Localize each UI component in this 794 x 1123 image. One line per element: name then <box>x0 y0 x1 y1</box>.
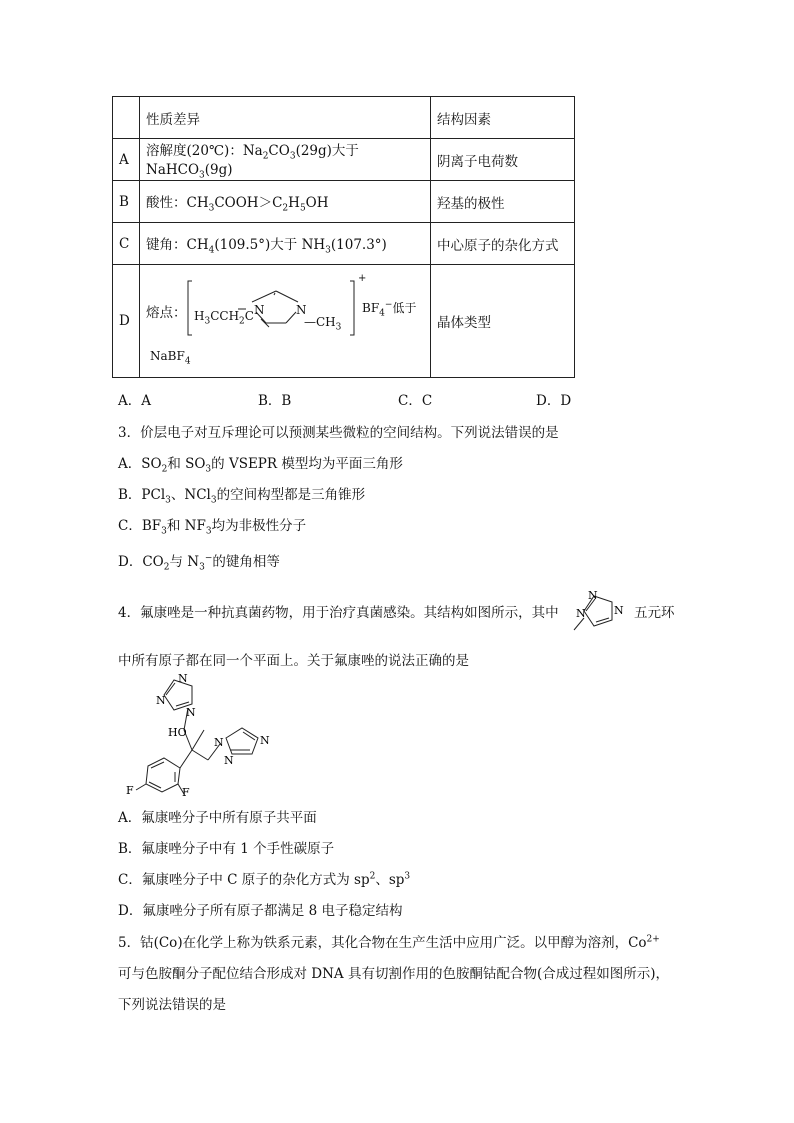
text: C．氟康唑分子中 C 原子的杂化方式为 sp <box>118 872 370 888</box>
text: COOH＞C <box>214 194 283 211</box>
subscript: 2 <box>163 562 170 573</box>
q3-option-b <box>118 483 365 506</box>
ring-n-label-2: N <box>576 607 586 620</box>
text: 与 N <box>169 554 200 570</box>
subscript: 3 <box>289 151 296 162</box>
text: —CH <box>304 315 336 330</box>
text: C <box>210 309 220 324</box>
subscript: 5 <box>299 203 306 214</box>
table-header-row <box>113 97 575 139</box>
table-row-d <box>113 265 575 378</box>
hydroxyl-label: HO <box>168 726 187 739</box>
property-cell <box>140 265 431 378</box>
subscript: 4 <box>184 356 191 367</box>
anion-bf4 <box>362 299 416 318</box>
text: D．CO <box>118 554 164 570</box>
table-row-c <box>113 223 575 265</box>
text: 低于 <box>392 301 417 316</box>
text: A．SO <box>118 456 162 472</box>
text: (29g)大于 NaHCO <box>146 143 359 178</box>
text: 和 NF <box>166 518 206 534</box>
atom-n-5: N <box>224 754 234 767</box>
nabf4-formula <box>150 349 191 366</box>
comparison-table <box>112 96 575 378</box>
text: C <box>244 309 254 324</box>
q5-line-3: 下列说法错误的是 <box>118 997 226 1013</box>
property-cell <box>140 181 431 223</box>
text: CH <box>219 309 240 324</box>
subscript: 2 <box>239 316 245 327</box>
property-cell <box>140 223 431 265</box>
text: H <box>288 194 300 211</box>
text: 和 SO <box>167 456 206 472</box>
q4-stem-part2: 五元环 <box>634 605 675 621</box>
text: H <box>194 309 205 324</box>
factor-cell: 晶体类型 <box>431 265 575 378</box>
text: 、sp <box>375 872 405 888</box>
q4-stem-part1: 4．氟康唑是一种抗真菌药物，用于治疗真菌感染。其结构如图所示，其中 <box>118 605 559 621</box>
row-label: D <box>113 265 140 378</box>
nitrogen-atom-1: N <box>254 303 265 318</box>
subscript: 3 <box>199 562 205 573</box>
text: 的 VSEPR 模型均为平面三角形 <box>211 456 403 472</box>
ionic-liquid-formula <box>146 271 424 371</box>
ring-n-label-1: N <box>588 589 598 602</box>
row-label: A <box>113 139 140 181</box>
text: 的空间构型都是三角锥形 <box>216 487 366 503</box>
text: 的键角相等 <box>212 554 280 570</box>
table-row-a <box>113 139 575 181</box>
choice-d: D．D <box>536 393 572 409</box>
charge-plus: + <box>358 273 367 285</box>
subscript: 3 <box>199 170 205 181</box>
superscript: − <box>204 553 213 564</box>
q4-option-a: A．氟康唑分子中所有原子共平面 <box>118 810 317 826</box>
atom-n-4: N <box>214 736 224 749</box>
subscript: 3 <box>161 526 167 537</box>
subscript: 4 <box>208 245 215 256</box>
subscript: 3 <box>205 526 212 537</box>
q4-stem-part3: 中所有原子都在同一个平面上。关于氟康唑的说法正确的是 <box>118 653 469 669</box>
text: 键角：CH <box>146 236 209 253</box>
melting-point-label: 熔点： <box>146 305 187 322</box>
subscript: 4 <box>379 308 385 319</box>
q4-option-d: D．氟康唑分子所有原子都满足 8 电子稳定结构 <box>118 903 403 919</box>
q3-stem: 3．价层电子对互斥理论可以预测某些微粒的空间结构。下列说法错误的是 <box>118 425 559 441</box>
table-row-b <box>113 181 575 223</box>
text: OH <box>305 194 329 211</box>
atom-n-1: N <box>178 672 188 685</box>
text: 5．钴(Co)在化学上称为铁系元素，其化合物在生产生活中应用广泛。以甲醇为溶剂，Co <box>118 935 647 951</box>
subscript: 3 <box>204 316 211 327</box>
choice-c: C．C <box>398 393 433 409</box>
fluorine-label-2: F <box>182 786 190 798</box>
subscript: 3 <box>210 495 217 506</box>
superscript: 2+ <box>646 934 660 945</box>
factor-cell: 阴离子电荷数 <box>431 139 575 181</box>
superscript: − <box>384 300 393 311</box>
superscript: 2 <box>369 871 376 882</box>
q4-option-b: B．氟康唑分子中有 1 个手性碳原子 <box>118 841 335 857</box>
text: (9g) <box>204 161 233 178</box>
atom-n-2: N <box>156 694 166 707</box>
atom-n-6: N <box>260 734 270 747</box>
property-cell <box>140 139 431 181</box>
subscript: 2 <box>262 151 269 162</box>
subscript: 2 <box>282 203 289 214</box>
subscript: 3 <box>205 464 212 475</box>
choice-b: B．B <box>258 393 292 409</box>
subscript: 2 <box>161 464 168 475</box>
subscript: 3 <box>208 203 215 214</box>
q3-option-c <box>118 514 306 537</box>
text: (109.5°)大于 NH <box>214 236 326 253</box>
q3-option-d <box>118 550 280 573</box>
text: BF <box>362 301 380 316</box>
text: B．PCl <box>118 487 166 503</box>
text: C．BF <box>118 518 162 534</box>
superscript: 3 <box>404 871 411 882</box>
choice-a: A．A <box>118 393 151 409</box>
row-label: B <box>113 181 140 223</box>
text: 均为非极性分子 <box>211 518 307 534</box>
text: NaBF <box>150 349 185 364</box>
q5-line-1 <box>118 931 660 951</box>
fluorine-label-1: F <box>126 784 134 797</box>
header-label-cell <box>113 97 140 139</box>
q3-option-a <box>118 452 403 475</box>
atom-n-3: N <box>186 706 196 719</box>
row-label: C <box>113 223 140 265</box>
factor-cell: 中心原子的杂化方式 <box>431 223 575 265</box>
q5-line-2: 可与色胺酮分子配位结合形成对 DNA 具有切割作用的色胺酮钴配合物(合成过程如图所示)， <box>118 966 670 982</box>
ring-n-label-3: N <box>614 604 624 617</box>
subscript: 3 <box>335 322 342 333</box>
header-property-cell: 性质差异 <box>140 97 431 139</box>
factor-cell: 羟基的极性 <box>431 181 575 223</box>
fluconazole-structure <box>112 672 292 798</box>
q4-option-c <box>118 868 410 888</box>
header-factor-cell: 结构因素 <box>431 97 575 139</box>
ethyl-group <box>194 309 254 326</box>
subscript: 3 <box>325 245 331 256</box>
text: 溶解度(20℃)：Na <box>146 143 263 159</box>
methyl-group <box>304 315 341 332</box>
subscript: 3 <box>165 495 171 506</box>
nitrogen-atom-2: N <box>296 303 307 318</box>
text: CO <box>268 143 290 159</box>
text: 酸性：CH <box>146 194 209 211</box>
text: (107.3°) <box>330 236 387 253</box>
triazole-ring-structure <box>572 588 624 634</box>
text: 、NCl <box>170 487 211 503</box>
